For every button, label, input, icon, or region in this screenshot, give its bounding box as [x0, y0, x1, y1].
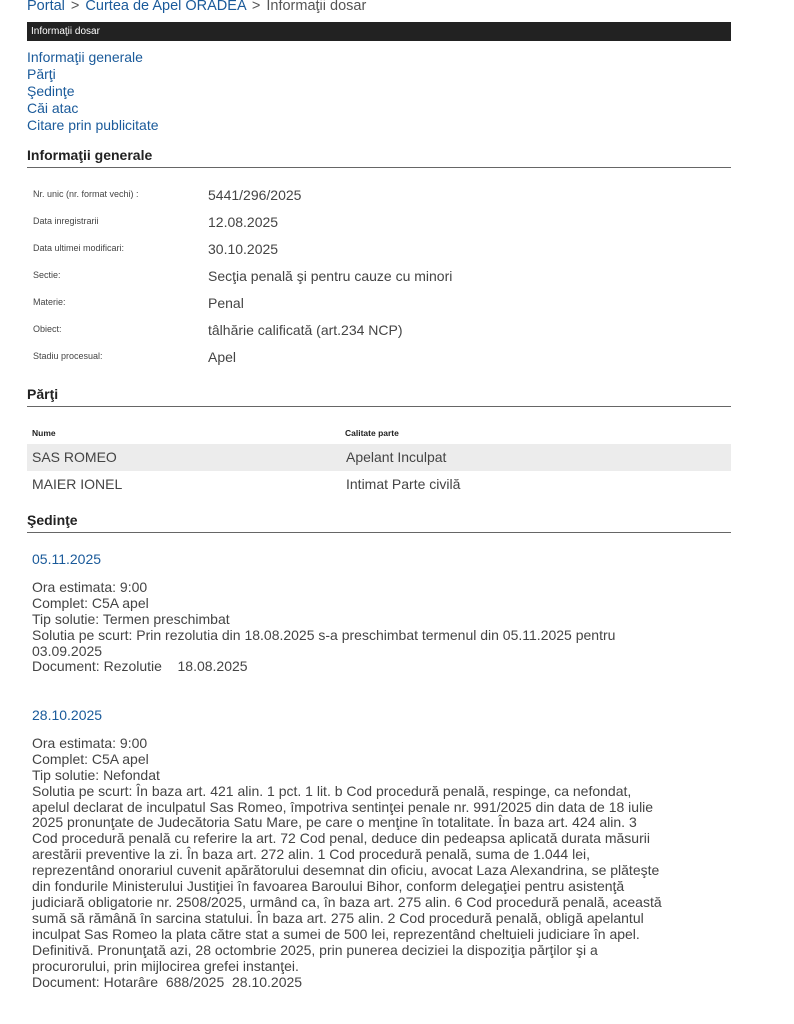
- sedinte-section-title: Şedinţe: [27, 512, 731, 533]
- hearing-line: judiciară obligatorie nr. 2508/2025, urmând ca, în baza art. 275 alin. 6 Cod procedură penală, această: [32, 893, 662, 910]
- info-label: Nr. unic (nr. format vechi) :: [33, 189, 139, 199]
- menu-link-sedinte[interactable]: Şedinţe: [27, 83, 75, 99]
- hearing-line: inculpat Sas Romeo la plata către stat a sumei de 500 lei, reprezentând cheltuieli judiciare în apel.: [32, 925, 640, 942]
- section-menu: [27, 49, 159, 134]
- hearing-line: procurorului, prin mijlocirea grefei instanţei.: [32, 957, 299, 974]
- hearing-document-line: Document: Rezolutie 18.08.2025: [32, 658, 248, 675]
- hearing-line: din fondurile Ministerului Justiţiei în favoarea Baroului Bihor, conform delegaţiei pentru asistenţă: [32, 878, 625, 895]
- hearing-line: arestării preventive la zi. În baza art. 272 alin. 1 Cod procedură penală, suma de 1.044 lei,: [32, 846, 590, 863]
- hearing-line: Tip solutie: Termen preschimbat: [32, 610, 230, 627]
- hearing-line: apelul declarat de inculpatul Sas Romeo, împotriva sentinţei penale nr. 991/2025 din data de 18 iulie: [32, 798, 654, 815]
- breadcrumb-current: Informaţii dosar: [266, 0, 367, 14]
- info-row: [33, 270, 723, 297]
- info-value: Penal: [208, 295, 244, 311]
- party-role: Apelant Inculpat: [346, 449, 447, 465]
- hearing-entry: [32, 552, 712, 675]
- menu-link-general[interactable]: Informaţii generale: [27, 49, 143, 65]
- hearing-line: Definitivă. Pronunţată azi, 28 octombrie 2025, prin punerea deciziei la dispoziţia părţilor şi a: [32, 941, 598, 958]
- info-label: Stadiu procesual:: [33, 351, 103, 361]
- info-row: [33, 297, 723, 324]
- info-row: [33, 324, 723, 351]
- info-row: [33, 351, 723, 378]
- info-label: Data inregistrarii: [33, 216, 99, 226]
- info-label: Materie:: [33, 297, 66, 307]
- menu-link-citare[interactable]: Citare prin publicitate: [27, 117, 159, 133]
- hearing-line: reprezentând onorariul cuvenit apărătorului desemnat din oficiu, avocat Laza Alexandrina, se plăteşte: [32, 862, 660, 879]
- info-label: Obiect:: [33, 324, 62, 334]
- hearing-line: Ora estimata: 9:00: [32, 578, 148, 595]
- info-label: Sectie:: [33, 270, 61, 280]
- breadcrumb-separator: >: [251, 0, 261, 14]
- hearing-line: 03.09.2025: [32, 642, 103, 659]
- hearing-entry: [32, 708, 712, 990]
- general-section-title: Informaţii generale: [27, 147, 731, 168]
- hearing-line: Complet: C5A apel: [32, 750, 149, 767]
- column-header-role: Calitate parte: [345, 428, 399, 438]
- table-row: [27, 444, 731, 471]
- hearing-line: Cod procedură penală cu referire la art. 72 Cod penal, deduce din pedeapsa aplicată durata măsurii: [32, 830, 650, 847]
- party-name: SAS ROMEO: [32, 449, 117, 465]
- hearing-date: 28.10.2025: [32, 707, 103, 723]
- hearing-line: Solutia pe scurt: Prin rezolutia din 18.08.2025 s-a preschimbat termenul din 05.11.2025 pentru: [32, 626, 616, 643]
- parti-section-title: Părţi: [27, 386, 731, 407]
- info-value: Secţia penală şi pentru cauze cu minori: [208, 268, 453, 284]
- info-label: Data ultimei modificari:: [33, 243, 125, 253]
- hearing-line: Solutia pe scurt: În baza art. 421 alin. 1 pct. 1 lit. b Cod procedură penală, respinge, ca nefondat,: [32, 782, 632, 799]
- info-value: Apel: [208, 349, 237, 365]
- menu-link-parti[interactable]: Părţi: [27, 66, 56, 82]
- breadcrumb-court-link[interactable]: Curtea de Apel ORADEA: [85, 0, 246, 14]
- menu-link-cai-atac[interactable]: Căi atac: [27, 100, 79, 116]
- section-header-bar: Informaţii dosar: [27, 22, 731, 41]
- info-row: [33, 189, 723, 216]
- info-value: tâlhărie calificată (art.234 NCP): [208, 322, 403, 338]
- info-value: 30.10.2025: [208, 241, 279, 257]
- party-role: Intimat Parte civilă: [346, 476, 461, 492]
- hearing-line: 2025 pronunţate de Judecătoria Satu Mare, pe care o menţine în totalitate. În baza art. 424 alin. 3: [32, 814, 637, 831]
- hearing-date: 05.11.2025: [32, 551, 102, 567]
- info-value: 5441/296/2025: [208, 187, 302, 203]
- breadcrumb-separator: >: [70, 0, 80, 14]
- party-name: MAIER IONEL: [32, 476, 123, 492]
- hearing-line: Complet: C5A apel: [32, 594, 149, 611]
- info-row: [33, 216, 723, 243]
- hearing-line: sumă să rămână în sarcina statului. În baza art. 275 alin. 2 Cod procedură penală, obligă apelantul: [32, 909, 644, 926]
- info-row: [33, 243, 723, 270]
- hearing-line: Tip solutie: Nefondat: [32, 766, 160, 783]
- hearing-line: Ora estimata: 9:00: [32, 734, 148, 751]
- breadcrumb: [27, 0, 366, 14]
- info-value: 12.08.2025: [208, 214, 279, 230]
- column-header-name: Nume: [32, 428, 56, 438]
- parti-table-header: [27, 428, 731, 444]
- table-row: [27, 471, 731, 498]
- hearing-document-line: Document: Hotarâre 688/2025 28.10.2025: [32, 973, 303, 990]
- breadcrumb-portal-link[interactable]: Portal: [27, 0, 65, 14]
